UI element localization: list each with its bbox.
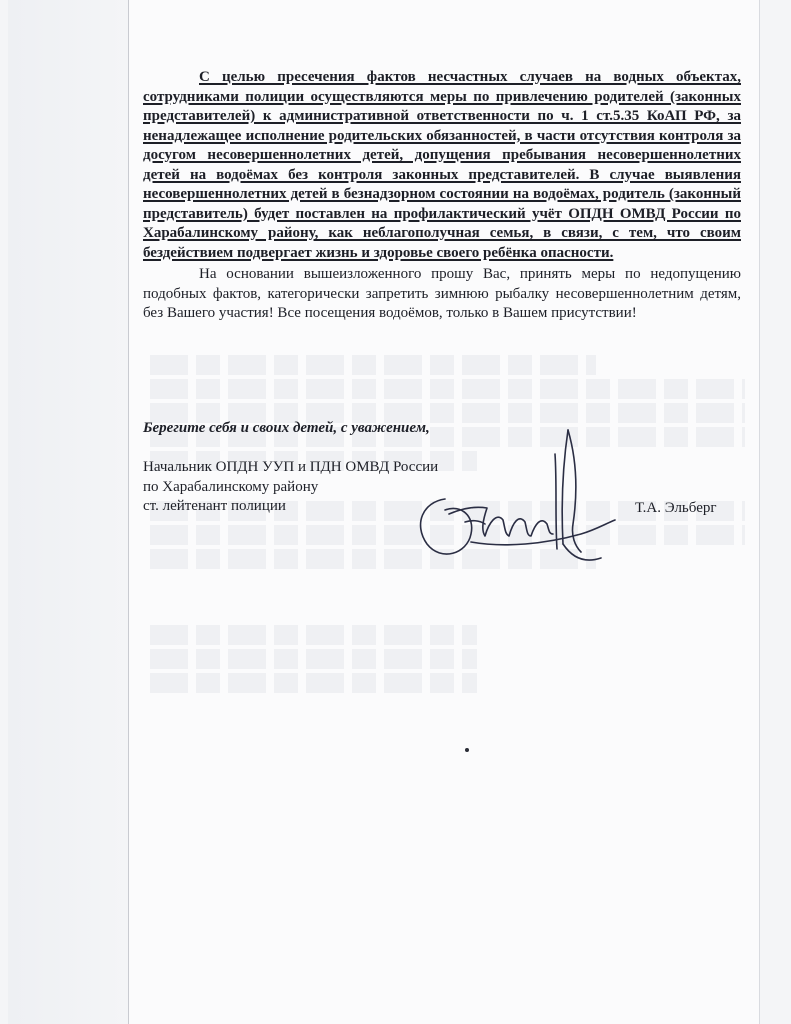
signer-name: Т.А. Эльберг xyxy=(635,500,717,516)
signatory-position: Начальник ОПДН УУП и ПДН ОМВД России xyxy=(143,459,439,475)
signatory-department: по Харабалинскому району xyxy=(143,478,319,495)
main-paragraph xyxy=(143,68,741,263)
request-paragraph: На основании вышеизложенного прошу Вас, принять меры по недопущению подобных фактов, категорически запретить зимнюю рыбалку несовершеннолетним детям, без Вашего участия! Все посещения водоёмов, только в Вашем присутствии! xyxy=(143,266,741,321)
document-body xyxy=(143,68,741,324)
paper-shadow-edge xyxy=(8,0,128,1024)
closing-line: Берегите себя и своих детей, с уважением, xyxy=(143,420,430,436)
signatory-block xyxy=(143,458,438,517)
main-paragraph-text: С целью пресечения фактов несчастных случаев на водных объектах, сотрудниками полиции осуществляются меры по привлечению родителей (законных представителей) к административной ответственности по ч. 1 ст.5.35 КоАП РФ, за ненадлежащее исполнение родительских обязанностей, в части отсутствия контроля за досугом несовершеннолетних детей, допущения пребывания несовершеннолетних детей на водоёмах без контроля законных представителей. В случае выявления несовершеннолетних детей в безнадзорном состоянии на водоёмах, родитель (законный представитель) будет поставлен на профилактический учёт ОПДН ОМВД России по Харабалинскому району, как неблагополучная семья, в связи, с тем, что своим бездействием подвергает жизнь и здоровье своего ребёнка опасности. xyxy=(143,69,741,261)
signatory-rank: ст. лейтенант полиции xyxy=(143,498,286,514)
ink-dot xyxy=(465,748,469,752)
handwritten-signature-icon xyxy=(405,424,620,574)
